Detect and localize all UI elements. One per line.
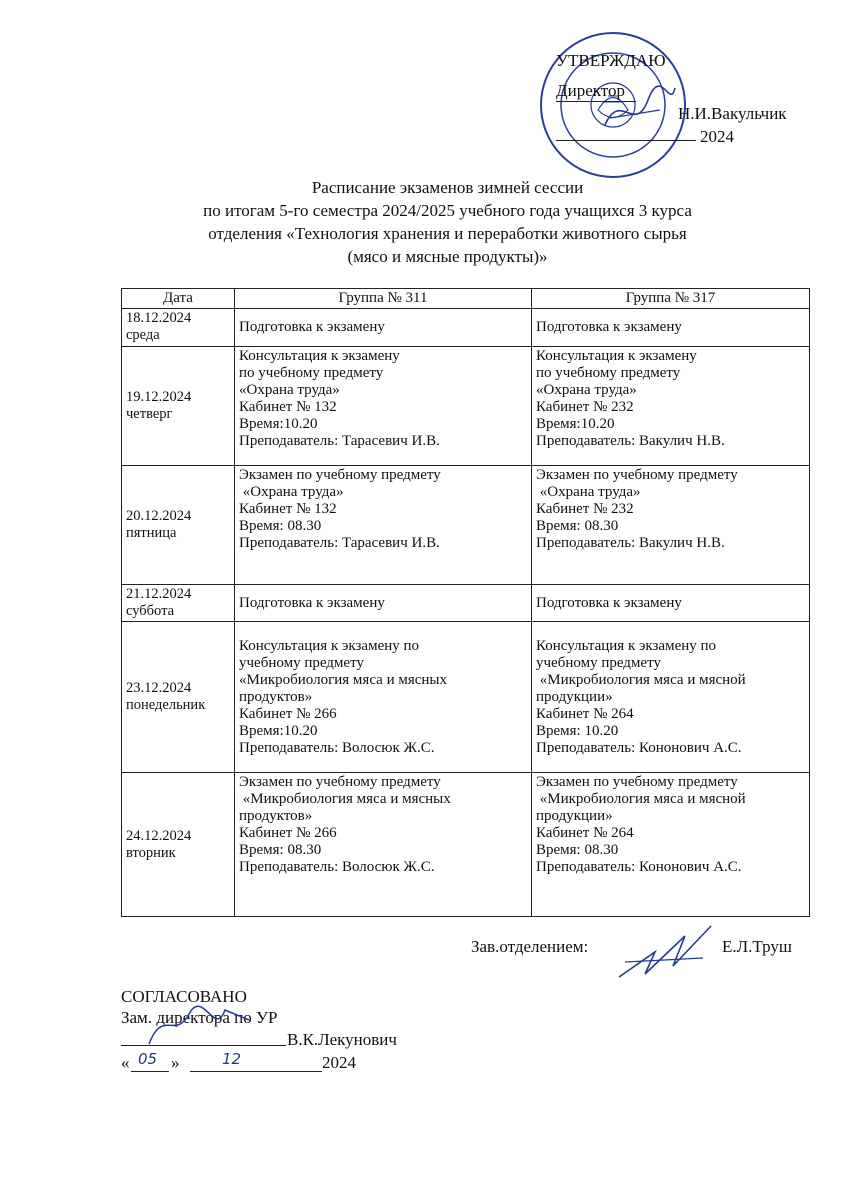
heading-line-1: Расписание экзаменов зимней сессии [311,178,584,197]
heading-line-3: отделения «Технология хранения и переработки животного сырья [208,224,687,243]
cell-line: Время:10.20 [536,416,615,432]
date-cell [122,309,235,347]
approve-name: Н.И.Вакульчик [678,104,787,123]
head-of-department-signature [615,922,715,984]
cell-line: Преподаватель: Тарасевич И.В. [239,433,440,449]
cell-line: Консультация к экзамену по [536,637,717,654]
agreed-date-close-quote: » [171,1053,180,1072]
cell-line: Кабинет № 266 [239,825,337,841]
table-row [122,466,810,585]
cell-line: Консультация к экзамену [239,348,400,364]
group-311-cell [235,466,532,585]
document-heading [0,176,845,268]
cell-line: Кабинет № 232 [536,399,634,415]
cell-line: продукции» [536,808,613,824]
cell-line: Консультация к экзамену [536,348,697,364]
cell-line: Экзамен по учебному предмету [239,774,441,790]
cell-line: Преподаватель: Кононович А.С. [536,859,742,875]
cell-line: Преподаватель: Волосюк Ж.С. [239,859,435,875]
date-value: 21.12.2024 [126,586,192,602]
group-317-cell [532,773,810,917]
table-row [122,309,810,347]
cell-line: Время: 08.30 [239,518,322,534]
cell-line: учебному предмету [536,654,661,671]
cell-line: Время: 08.30 [239,842,322,858]
approve-title: УТВЕРЖДАЮ [556,51,666,70]
agreed-month-line [190,1071,322,1072]
heading-line-4: (мясо и мясные продукты)» [347,247,548,266]
group-311-cell [235,309,532,347]
agreed-date-open-quote: « [121,1053,130,1072]
cell-line: Подготовка к экзамену [536,319,682,335]
date-cell [122,773,235,917]
header-group-317: Группа № 317 [532,289,810,309]
agreed-name: В.К.Лекунович [287,1030,397,1049]
table-row [122,585,810,622]
weekday-value: четверг [126,406,173,422]
group-311-cell [235,347,532,466]
exam-schedule-table [121,288,810,917]
table-row [122,622,810,773]
cell-line: Кабинет № 132 [239,501,337,517]
agreed-year: 2024 [322,1053,356,1072]
cell-line: «Охрана труда» [536,382,637,398]
cell-line: Преподаватель: Волосюк Ж.С. [239,739,435,756]
cell-line: Время: 08.30 [536,842,619,858]
group-317-cell [532,309,810,347]
cell-line: Экзамен по учебному предмету [536,467,738,483]
date-cell [122,466,235,585]
table-header-row [122,289,810,309]
cell-line: «Охрана труда» [536,484,641,500]
weekday-value: понедельник [126,697,206,713]
cell-line: Время: 10.20 [536,722,619,739]
cell-line: Кабинет № 264 [536,705,634,722]
group-317-cell [532,585,810,622]
cell-line: продуктов» [239,688,313,705]
cell-line: Консультация к экзамену по [239,637,420,654]
cell-line: Время:10.20 [239,416,318,432]
approve-date-line [556,140,696,141]
cell-line: Преподаватель: Кононович А.С. [536,739,742,756]
cell-line: «Микробиология мяса и мясной [536,671,746,688]
group-311-cell [235,622,532,773]
cell-line: Подготовка к экзамену [536,594,682,611]
cell-line: продуктов» [239,808,313,824]
cell-line: Кабинет № 132 [239,399,337,415]
agreed-day-line [131,1071,169,1072]
table-row [122,773,810,917]
cell-line: Преподаватель: Вакулич Н.В. [536,535,725,551]
cell-line: «Охрана труда» [239,484,344,500]
cell-line: «Микробиология мяса и мясных [239,791,451,807]
weekday-value: среда [126,327,160,343]
date-cell [122,622,235,773]
weekday-value: суббота [126,603,175,619]
cell-line: Время: 08.30 [536,518,619,534]
date-cell [122,585,235,622]
cell-line: Кабинет № 264 [536,825,634,841]
group-311-cell [235,773,532,917]
head-of-department-label: Зав.отделением: [471,937,589,956]
heading-line-2: по итогам 5-го семестра 2024/2025 учебного года учащихся 3 курса [203,201,692,220]
cell-line: Преподаватель: Вакулич Н.В. [536,433,725,449]
weekday-value: вторник [126,844,176,861]
date-value: 24.12.2024 [126,827,192,844]
date-cell [122,347,235,466]
cell-line: Подготовка к экзамену [239,594,385,611]
date-value: 20.12.2024 [126,508,192,524]
group-317-cell [532,347,810,466]
cell-line: Кабинет № 266 [239,705,337,722]
cell-line: Экзамен по учебному предмету [536,774,738,790]
cell-line: «Микробиология мяса и мясной [536,791,746,807]
cell-line: учебному предмету [239,654,364,671]
header-group-311: Группа № 311 [235,289,532,309]
cell-line: «Микробиология мяса и мясных [239,671,448,688]
group-317-cell [532,466,810,585]
deputy-director-signature [145,1000,255,1050]
agreed-day: 05 [138,1050,158,1068]
cell-line: Подготовка к экзамену [239,319,385,335]
group-311-cell [235,585,532,622]
agreed-position: Зам. директора по УР [121,1008,278,1027]
cell-line: продукции» [536,688,613,705]
cell-line: по учебному предмету [239,365,384,381]
date-value: 19.12.2024 [126,389,192,405]
cell-line: Преподаватель: Тарасевич И.В. [239,535,440,551]
approve-year: 2024 [700,127,734,146]
cell-line: Экзамен по учебному предмету [239,467,441,483]
cell-line: по учебному предмету [536,365,681,381]
group-317-cell [532,622,810,773]
weekday-value: пятница [126,525,177,541]
date-value: 18.12.2024 [126,310,192,326]
approve-position: Директор [556,81,625,100]
header-date: Дата [122,289,235,309]
date-value: 23.12.2024 [126,680,192,696]
head-of-department-name: Е.Л.Труш [722,937,793,956]
cell-line: Время:10.20 [239,722,318,739]
director-signature [600,80,680,140]
table-row [122,347,810,466]
agreed-month: 12 [222,1050,242,1068]
agreed-title: СОГЛАСОВАНО [121,987,247,1006]
cell-line: Кабинет № 232 [536,501,634,517]
cell-line: «Охрана труда» [239,382,340,398]
